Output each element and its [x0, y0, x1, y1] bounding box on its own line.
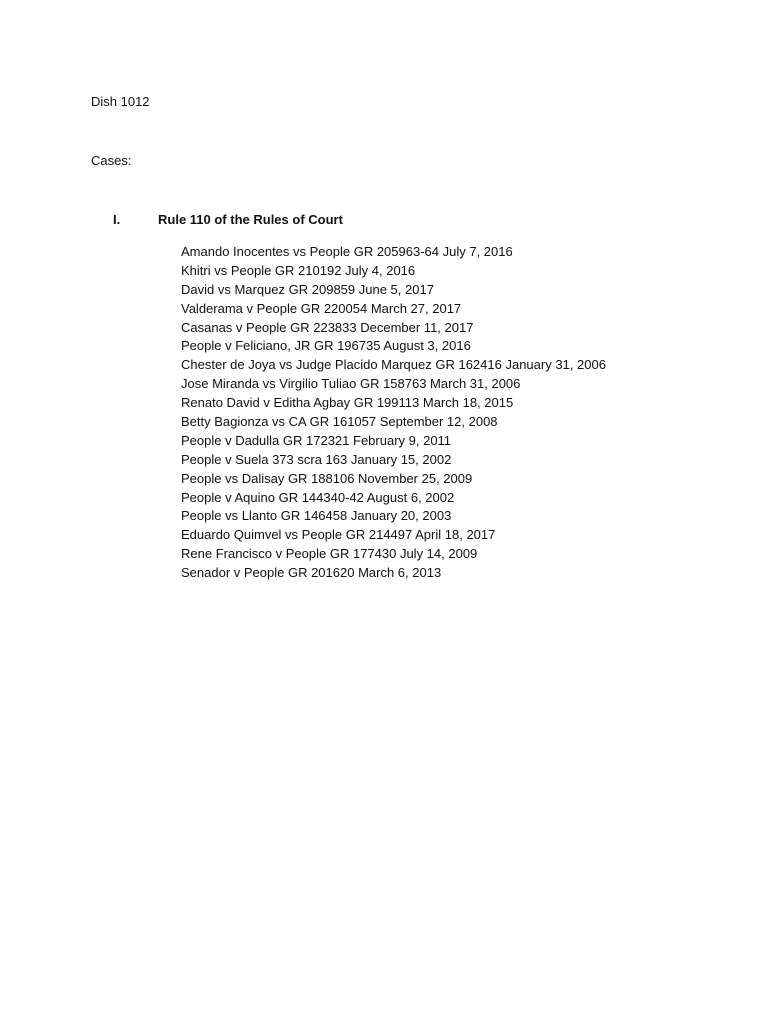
- case-item: Senador v People GR 201620 March 6, 2013: [181, 565, 442, 581]
- document-title: Dish 1012: [91, 94, 150, 109]
- case-item: People vs Llanto GR 146458 January 20, 2003: [181, 508, 452, 524]
- case-item: Betty Bagionza vs CA GR 161057 September 12, 2008: [181, 414, 498, 430]
- case-item: Amando Inocentes vs People GR 205963-64 July 7, 2016: [181, 244, 513, 259]
- case-item: People v Suela 373 scra 163 January 15, 2002: [181, 451, 452, 467]
- case-item: Renato David v Editha Agbay GR 199113 March 18, 2015: [181, 395, 514, 411]
- case-item: People v Aquino GR 144340-42 August 6, 2002: [181, 489, 455, 505]
- case-item: David vs Marquez GR 209859 June 5, 2017: [181, 281, 434, 297]
- section-heading: Rule 110 of the Rules of Court: [158, 212, 343, 227]
- case-item: Casanas v People GR 223833 December 11, 2017: [181, 319, 474, 335]
- case-item: People vs Dalisay GR 188106 November 25, 2009: [181, 470, 473, 486]
- case-item: Jose Miranda vs Virgilio Tuliao GR 158763 March 31, 2006: [181, 376, 521, 392]
- case-item: People v Dadulla GR 172321 February 9, 2011: [181, 432, 452, 448]
- case-item: Chester de Joya vs Judge Placido Marquez GR 162416 January 31, 2006: [181, 357, 606, 373]
- case-item: Rene Francisco v People GR 177430 July 14, 2009: [181, 546, 478, 562]
- case-item: Eduardo Quimvel vs People GR 214497 April 18, 2017: [181, 527, 496, 543]
- case-list: [181, 245, 606, 585]
- case-item: Valderama v People GR 220054 March 27, 2017: [181, 300, 462, 316]
- section-number: I.: [113, 212, 121, 227]
- cases-label: Cases:: [91, 153, 132, 168]
- case-item: Khitri vs People GR 210192 July 4, 2016: [181, 262, 416, 278]
- case-item: People v Feliciano, JR GR 196735 August 3, 2016: [181, 338, 471, 354]
